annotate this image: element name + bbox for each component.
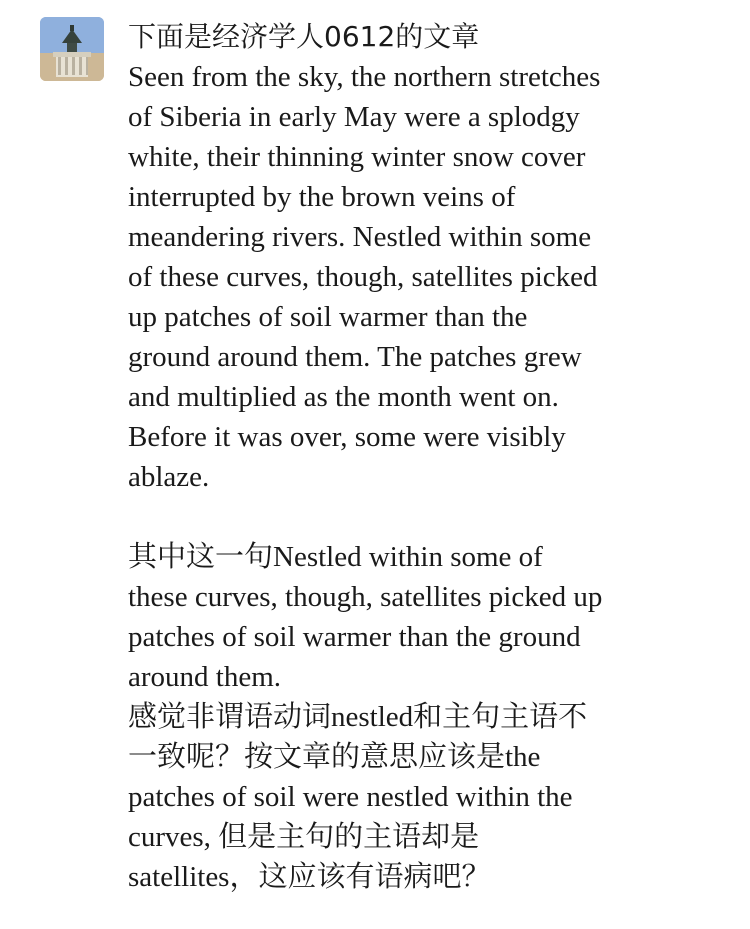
post-content [128, 17, 728, 897]
question-text: 其中这一句Nestled within some of these curves, though, satellites picked up patches of soil warmer than the ground around them. 感觉非谓语动词nestled和主句主语不 一致呢？按文章的意思应该是the patches of soil were nestled within the curves, 但是主句的主语却是 satellites，这应该有语病吧？ [128, 541, 603, 893]
paragraph-spacer [128, 497, 728, 537]
avatar[interactable] [40, 17, 104, 81]
avatar-monument-icon [40, 17, 104, 81]
article-excerpt: Seen from the sky, the northern stretches of Siberia in early May were a splodgy white, their thinning winter snow cover interrupted by the brown veins of meandering rivers. Nestled within some of these curves, though, satellites picked up patches of soil warmer than the ground around them. The patches grew and multiplied as the month went on. Before it was over, some were visibly ablaze. [128, 61, 601, 493]
post-title: 下面是经济学人0612的文章 [128, 20, 480, 53]
